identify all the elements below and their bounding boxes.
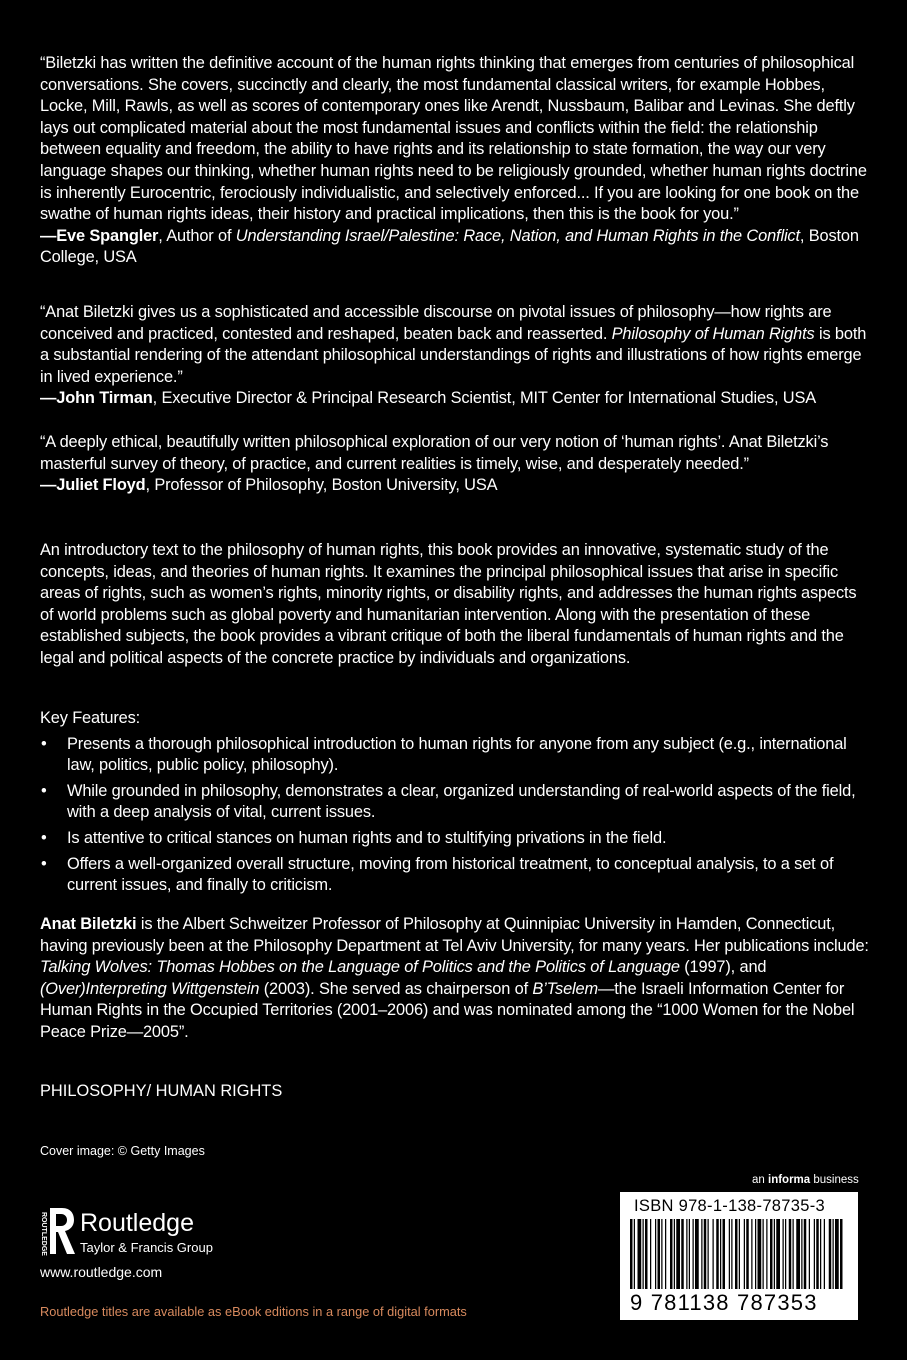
barcode-bar bbox=[746, 1219, 749, 1289]
bio-book-title: (Over)Interpreting Wittgenstein bbox=[40, 979, 260, 998]
publisher-group: Taylor & Francis Group bbox=[80, 1240, 213, 1255]
quote-text: “Biletzki has written the definitive account of the human rights thinking that emerges from centuries of philosophical conversations. She covers, succinctly and clearly, the most fundamental classical writers, for example Hobbes, Locke, Mill, Rawls, as well as scores of contemporary ones like Arendt, Nussbaum, Balibar and Levinas. She deftly lays out complicated material about the most fundamental issues and conflicts within the field: the relationship between equality and freedom, the ability to have rights and its relationship to state formation, the way our very language shapes our thinking, whether human rights need to be religiously grounded, whether human rights doctrine is inherently Eurocentric, ferociously individualistic, and selectively enforced... If you are looking for one book on the swathe of human rights ideas, their history and practical implications, then this is the book for you.” bbox=[40, 54, 867, 224]
review-quote-floyd bbox=[40, 432, 870, 497]
barcode-bar bbox=[751, 1219, 752, 1289]
list-item bbox=[40, 828, 870, 850]
barcode-bar bbox=[681, 1219, 684, 1289]
cover-credit: Cover image: © Getty Images bbox=[40, 1144, 205, 1158]
barcode-bar bbox=[720, 1219, 721, 1289]
feature-text: Presents a thorough philosophical introduction to human rights for anyone from any subject (e.g., international law, politics, public policy, philosophy). bbox=[67, 734, 847, 775]
barcode-bar bbox=[695, 1219, 699, 1289]
barcode-bar bbox=[658, 1219, 661, 1289]
barcode-bar bbox=[661, 1219, 662, 1289]
author-bio bbox=[40, 914, 870, 1044]
quote-author: —Juliet Floyd bbox=[40, 476, 146, 495]
bullet-icon: • bbox=[41, 734, 47, 753]
barcode-bar bbox=[713, 1219, 714, 1289]
feature-text: While grounded in philosophy, demonstrates a clear, organized understanding of real-world aspects of the field, with a deep analysis of vital, current issues. bbox=[67, 781, 856, 822]
quote-author: —John Tirman bbox=[40, 389, 153, 408]
barcode-bar bbox=[731, 1219, 732, 1289]
quote-affiliation: , Boston College, USA bbox=[40, 226, 859, 267]
barcode-bar bbox=[701, 1219, 702, 1289]
informa-brand: informa bbox=[768, 1174, 811, 1186]
barcode-bar bbox=[801, 1219, 802, 1289]
barcode-bar bbox=[835, 1219, 839, 1289]
barcode-bar bbox=[774, 1219, 775, 1289]
isbn-barcode bbox=[620, 1192, 858, 1320]
barcode-bar bbox=[645, 1219, 648, 1289]
author-name: Anat Biletzki bbox=[40, 915, 137, 933]
barcode-bar bbox=[729, 1219, 730, 1289]
barcode-bar bbox=[638, 1219, 642, 1289]
barcode-bar bbox=[744, 1219, 745, 1289]
barcode-bar bbox=[829, 1219, 832, 1289]
bio-text: (2003). She served as chairperson of bbox=[259, 979, 533, 998]
publisher-website: www.routledge.com bbox=[40, 1264, 163, 1280]
bio-text: is the Albert Schweitzer Professor of Philosophy at Quinnipiac University in Hamden, Connecticut, having previously been at the Philosophy Department at Tel Aviv University, for many years. Her publications include: bbox=[40, 915, 869, 955]
barcode-bar bbox=[766, 1219, 767, 1289]
list-item bbox=[40, 734, 870, 777]
informa-suffix: business bbox=[810, 1174, 859, 1186]
barcode-bar bbox=[723, 1219, 726, 1289]
list-item bbox=[40, 781, 870, 824]
quote-role: , Author of bbox=[158, 226, 236, 245]
barcode-bar bbox=[763, 1219, 764, 1289]
quote-role: , Professor of Philosophy, Boston University, USA bbox=[145, 476, 498, 495]
ebook-note: Routledge titles are available as eBook editions in a range of digital formats bbox=[40, 1304, 467, 1319]
informa-tagline bbox=[752, 1174, 859, 1186]
barcode-bars bbox=[626, 1219, 852, 1293]
quote-book-title: Understanding Israel/Palestine: Race, Nation, and Human Rights in the Conflict bbox=[235, 226, 800, 245]
barcode-bar bbox=[630, 1219, 633, 1289]
bio-book-title: Talking Wolves: Thomas Hobbes on the Language of Politics and the Politics of Language bbox=[40, 958, 680, 977]
barcode-bar bbox=[824, 1219, 825, 1289]
barcode-bar bbox=[809, 1219, 810, 1289]
barcode-bar bbox=[770, 1219, 773, 1289]
barcode-bar bbox=[776, 1219, 780, 1289]
barcode-bar bbox=[816, 1219, 819, 1289]
review-quote-tirman bbox=[40, 302, 870, 410]
barcode-bar bbox=[704, 1219, 707, 1289]
key-features-heading: Key Features: bbox=[40, 709, 141, 727]
isbn-number: ISBN 978-1-138-78735-3 bbox=[634, 1197, 825, 1215]
description-text: An introductory text to the philosophy of human rights, this book provides an innovative, systematic study of the concepts, ideas, and theories of human rights. It examines the principal philosophical issues that arise in specific areas of rights, such as women’s rights, minority rights, or disability rights, and addresses the human rights aspects of world problems such as global poverty and humanitarian intervention. Along with the presentation of these established subjects, the book provides a vibrant critique of both the liberal fundamentals of human rights and the legal and political aspects of the concrete practice by individuals and organizations. bbox=[40, 541, 857, 667]
review-quote-spangler bbox=[40, 53, 870, 269]
logo-vertical-label: ROUTLEDGE bbox=[40, 1212, 47, 1256]
barcode-bar bbox=[804, 1219, 807, 1289]
quote-text: “Anat Biletzki gives us a sophisticated and accessible discourse on pivotal issues of philosophy—how rights are conceived and practiced, contested and reshaped, beaten back and reasserted. bbox=[40, 303, 832, 343]
barcode-bar bbox=[840, 1219, 843, 1289]
barcode-bar bbox=[708, 1219, 709, 1289]
publisher-name: Routledge bbox=[80, 1209, 194, 1237]
barcode-bar bbox=[735, 1219, 738, 1289]
bio-org-name: B’Tselem bbox=[532, 979, 598, 998]
bio-text: —the Israeli Information Center for Human Rights in the Occupied Territories (2001–2006) and was nominated among the “1000 Women for the Nobel Peace Prize—2005”. bbox=[40, 979, 855, 1041]
informa-prefix: an bbox=[752, 1174, 768, 1186]
barcode-bar bbox=[820, 1219, 821, 1289]
quote-text-continued: is both a substantial rendering of the attendant philosophical understandings of rights and illustrations of how rights emerge in lived experience.” bbox=[40, 324, 867, 386]
routledge-logo bbox=[40, 1206, 76, 1261]
barcode-bar bbox=[796, 1219, 800, 1289]
barcode-bar bbox=[655, 1219, 656, 1289]
barcode-bar bbox=[739, 1219, 740, 1289]
barcode-bar bbox=[758, 1219, 762, 1289]
bullet-icon: • bbox=[41, 828, 47, 847]
barcode-bar bbox=[634, 1219, 635, 1289]
bio-text: (1997), and bbox=[679, 958, 767, 977]
barcode-bar bbox=[676, 1219, 680, 1289]
routledge-r-icon bbox=[40, 1206, 76, 1256]
barcode-bar bbox=[665, 1219, 666, 1289]
quote-text: “A deeply ethical, beautifully written philosophical exploration of our very notion of ‘human rights’. Anat Biletzki’s masterful survey of theory, of practice, and current realities is timely, wise, and desperately needed.” bbox=[40, 433, 829, 473]
barcode-bar bbox=[789, 1219, 792, 1289]
barcode-bar bbox=[833, 1219, 834, 1289]
bullet-icon: • bbox=[41, 781, 47, 800]
barcode-bar bbox=[689, 1219, 690, 1289]
book-description bbox=[40, 540, 870, 670]
barcode-bar bbox=[755, 1219, 756, 1289]
barcode-bar bbox=[814, 1219, 815, 1289]
barcode-digits: 9 781138 787353 bbox=[630, 1290, 818, 1315]
key-features-list bbox=[40, 734, 870, 897]
barcode-bar bbox=[670, 1219, 673, 1289]
feature-text: Is attentive to critical stances on human rights and to stultifying privations in the field. bbox=[67, 828, 667, 847]
barcode-bar bbox=[650, 1219, 651, 1289]
barcode-bar bbox=[674, 1219, 675, 1289]
barcode-bar bbox=[793, 1219, 794, 1289]
subject-category: PHILOSOPHY/ HUMAN RIGHTS bbox=[40, 1082, 283, 1100]
quote-book-title: Philosophy of Human Rights bbox=[611, 324, 815, 343]
barcode-bar bbox=[693, 1219, 694, 1289]
barcode-bar bbox=[643, 1219, 644, 1289]
key-features bbox=[40, 708, 870, 901]
list-item bbox=[40, 854, 870, 897]
quote-role: , Executive Director & Principal Research Scientist, MIT Center for International Studies, USA bbox=[152, 389, 817, 408]
barcode-bar bbox=[783, 1219, 784, 1289]
barcode-bar bbox=[716, 1219, 719, 1289]
bullet-icon: • bbox=[41, 854, 47, 873]
barcode-bar bbox=[686, 1219, 687, 1289]
barcode-bar bbox=[785, 1219, 786, 1289]
quote-author: —Eve Spangler bbox=[40, 226, 159, 245]
feature-text: Offers a well-organized overall structure, moving from historical treatment, to conceptual analysis, to a set of current issues, and finally to criticism. bbox=[67, 854, 834, 895]
